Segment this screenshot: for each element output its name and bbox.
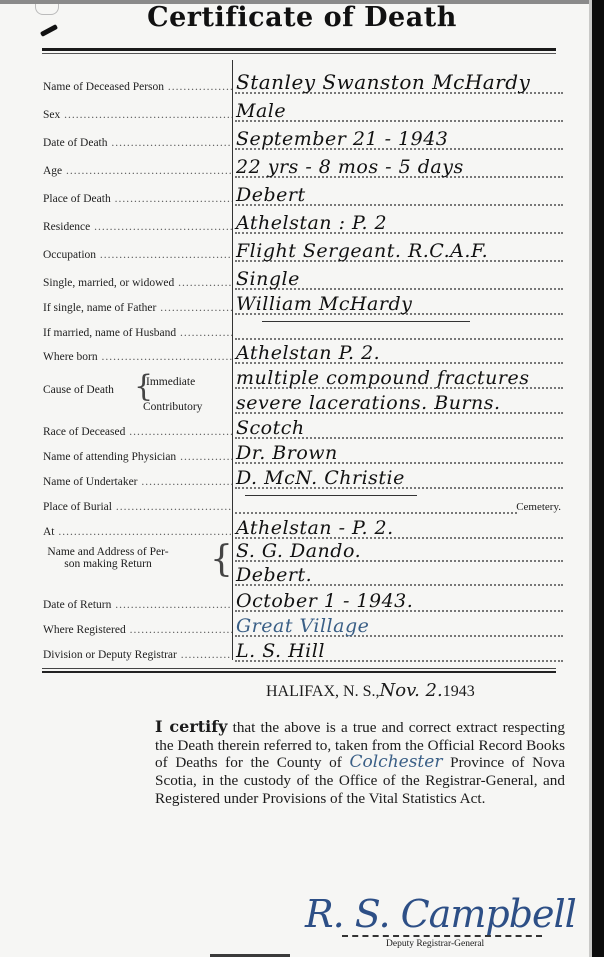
field-label: If single, name of Father ..... — [43, 302, 232, 314]
field-place-of-burial — [43, 492, 563, 516]
field-label: Where Registered ..... — [43, 624, 232, 636]
return-label-line1: Name and Address of Per- — [47, 546, 169, 558]
field-age — [43, 156, 563, 180]
field-husband-name — [43, 318, 563, 342]
field-return-address — [43, 564, 563, 588]
place-date-line — [266, 680, 475, 701]
year-text: 1943 — [442, 683, 475, 700]
field-occupation — [43, 240, 563, 264]
bottom-rule-thin — [42, 668, 556, 669]
field-cause-immediate — [43, 367, 563, 391]
field-label: Sex ..... — [43, 109, 232, 121]
field-value: Single — [236, 268, 300, 290]
field-label: Name of Deceased Person ..... — [43, 81, 232, 93]
field-value: multiple compound fractures — [236, 367, 530, 389]
field-value: Stanley Swanston McHardy — [236, 70, 531, 94]
date-handwritten: Nov. 2. — [379, 680, 443, 701]
field-value: Dr. Brown — [236, 442, 338, 464]
bottom-rule — [42, 671, 556, 673]
field-label: Division or Deputy Registrar ..... — [43, 649, 232, 661]
return-label-line2: son making Return — [64, 558, 152, 570]
field-value: Scotch — [236, 417, 305, 439]
signature-title: Deputy Registrar-General — [386, 939, 485, 949]
field-place-of-death — [43, 184, 563, 208]
cause-of-death-label: Cause of Death — [43, 384, 114, 396]
title-rule — [42, 48, 556, 51]
field-undertaker — [43, 467, 563, 491]
field-father-name — [43, 293, 563, 317]
field-value: Flight Sergeant. R.C.A.F. — [236, 240, 489, 262]
field-value: L. S. Hill — [236, 640, 325, 662]
field-where-born — [43, 342, 563, 366]
field-value: Debert — [236, 184, 306, 206]
signature-line — [342, 935, 542, 937]
field-race — [43, 417, 563, 441]
field-date-of-return — [43, 590, 563, 614]
field-value: William McHardy — [236, 293, 413, 315]
field-marital-status — [43, 268, 563, 292]
field-value: October 1 - 1943. — [236, 590, 414, 612]
field-label: Date of Return ..... — [43, 599, 232, 611]
field-label: Date of Death ..... — [43, 137, 232, 149]
field-name-of-deceased — [43, 72, 563, 96]
field-value: Athelstan : P. 2 — [236, 212, 388, 234]
fill-line — [235, 511, 517, 514]
field-deputy-registrar — [43, 640, 563, 664]
field-label: Occupation ..... — [43, 249, 232, 261]
field-cause-contributory — [43, 392, 563, 416]
field-label: If married, name of Husband ..... — [43, 327, 232, 339]
cemetery-suffix: Cemetery. — [516, 501, 561, 513]
right-border — [592, 0, 604, 957]
document-title: Certificate of Death — [147, 2, 457, 33]
certify-text-1: that the above is a true and correct extract respecting the Death therein referred to, taken from the Official Record Books of Deaths for the County of — [155, 719, 565, 772]
field-burial-at — [43, 517, 563, 541]
field-label: Name of Undertaker ..... — [43, 476, 232, 488]
field-label: Place of Death ..... — [43, 193, 232, 205]
field-label: Name of attending Physician ..... — [43, 451, 232, 463]
certify-text-2: Province of Nova Scotia, in the custody of the Office of the Registrar-General, and Registered under Provisions of the Vital Statistics Act. — [155, 754, 565, 807]
field-where-registered — [43, 615, 563, 639]
field-value: Athelstan - P. 2. — [236, 517, 394, 539]
field-label: Race of Deceased ..... — [43, 426, 232, 438]
brace: { — [210, 539, 233, 580]
field-label: Place of Burial ..... — [43, 501, 232, 513]
certification-paragraph — [155, 718, 565, 808]
brace: { — [134, 369, 154, 404]
field-sex — [43, 100, 563, 124]
county-handwritten: Colchester — [349, 752, 443, 773]
field-value: severe lacerations. Burns. — [236, 392, 501, 414]
field-label: Age ..... — [43, 165, 232, 177]
field-label: Residence ..... — [43, 221, 232, 233]
field-label: Where born ..... — [43, 351, 232, 363]
field-date-of-death — [43, 128, 563, 152]
field-value: S. G. Dando. — [236, 540, 362, 562]
field-label: Contributory — [143, 401, 203, 413]
registrar-signature: R. S. Campbell — [305, 892, 576, 936]
fill-line — [235, 337, 563, 340]
field-value: Athelstan P. 2. — [236, 342, 381, 364]
field-return-name — [43, 540, 563, 564]
field-label: At ..... — [43, 526, 232, 538]
field-label: Immediate — [146, 376, 196, 388]
field-value: Debert. — [236, 564, 313, 586]
certify-lead: I certify — [155, 717, 228, 736]
field-value: September 21 - 1943 — [236, 128, 449, 150]
title-rule-thin — [42, 53, 556, 54]
field-residence — [43, 212, 563, 236]
field-value: 22 yrs - 8 mos - 5 days — [236, 156, 464, 178]
field-value: D. McN. Christie — [236, 467, 405, 489]
field-value: Male — [236, 100, 287, 122]
field-value: Great Village — [236, 615, 370, 637]
place-text: HALIFAX, N. S., — [266, 683, 380, 700]
field-physician — [43, 442, 563, 466]
field-label: Single, married, or widowed ..... — [43, 277, 232, 289]
